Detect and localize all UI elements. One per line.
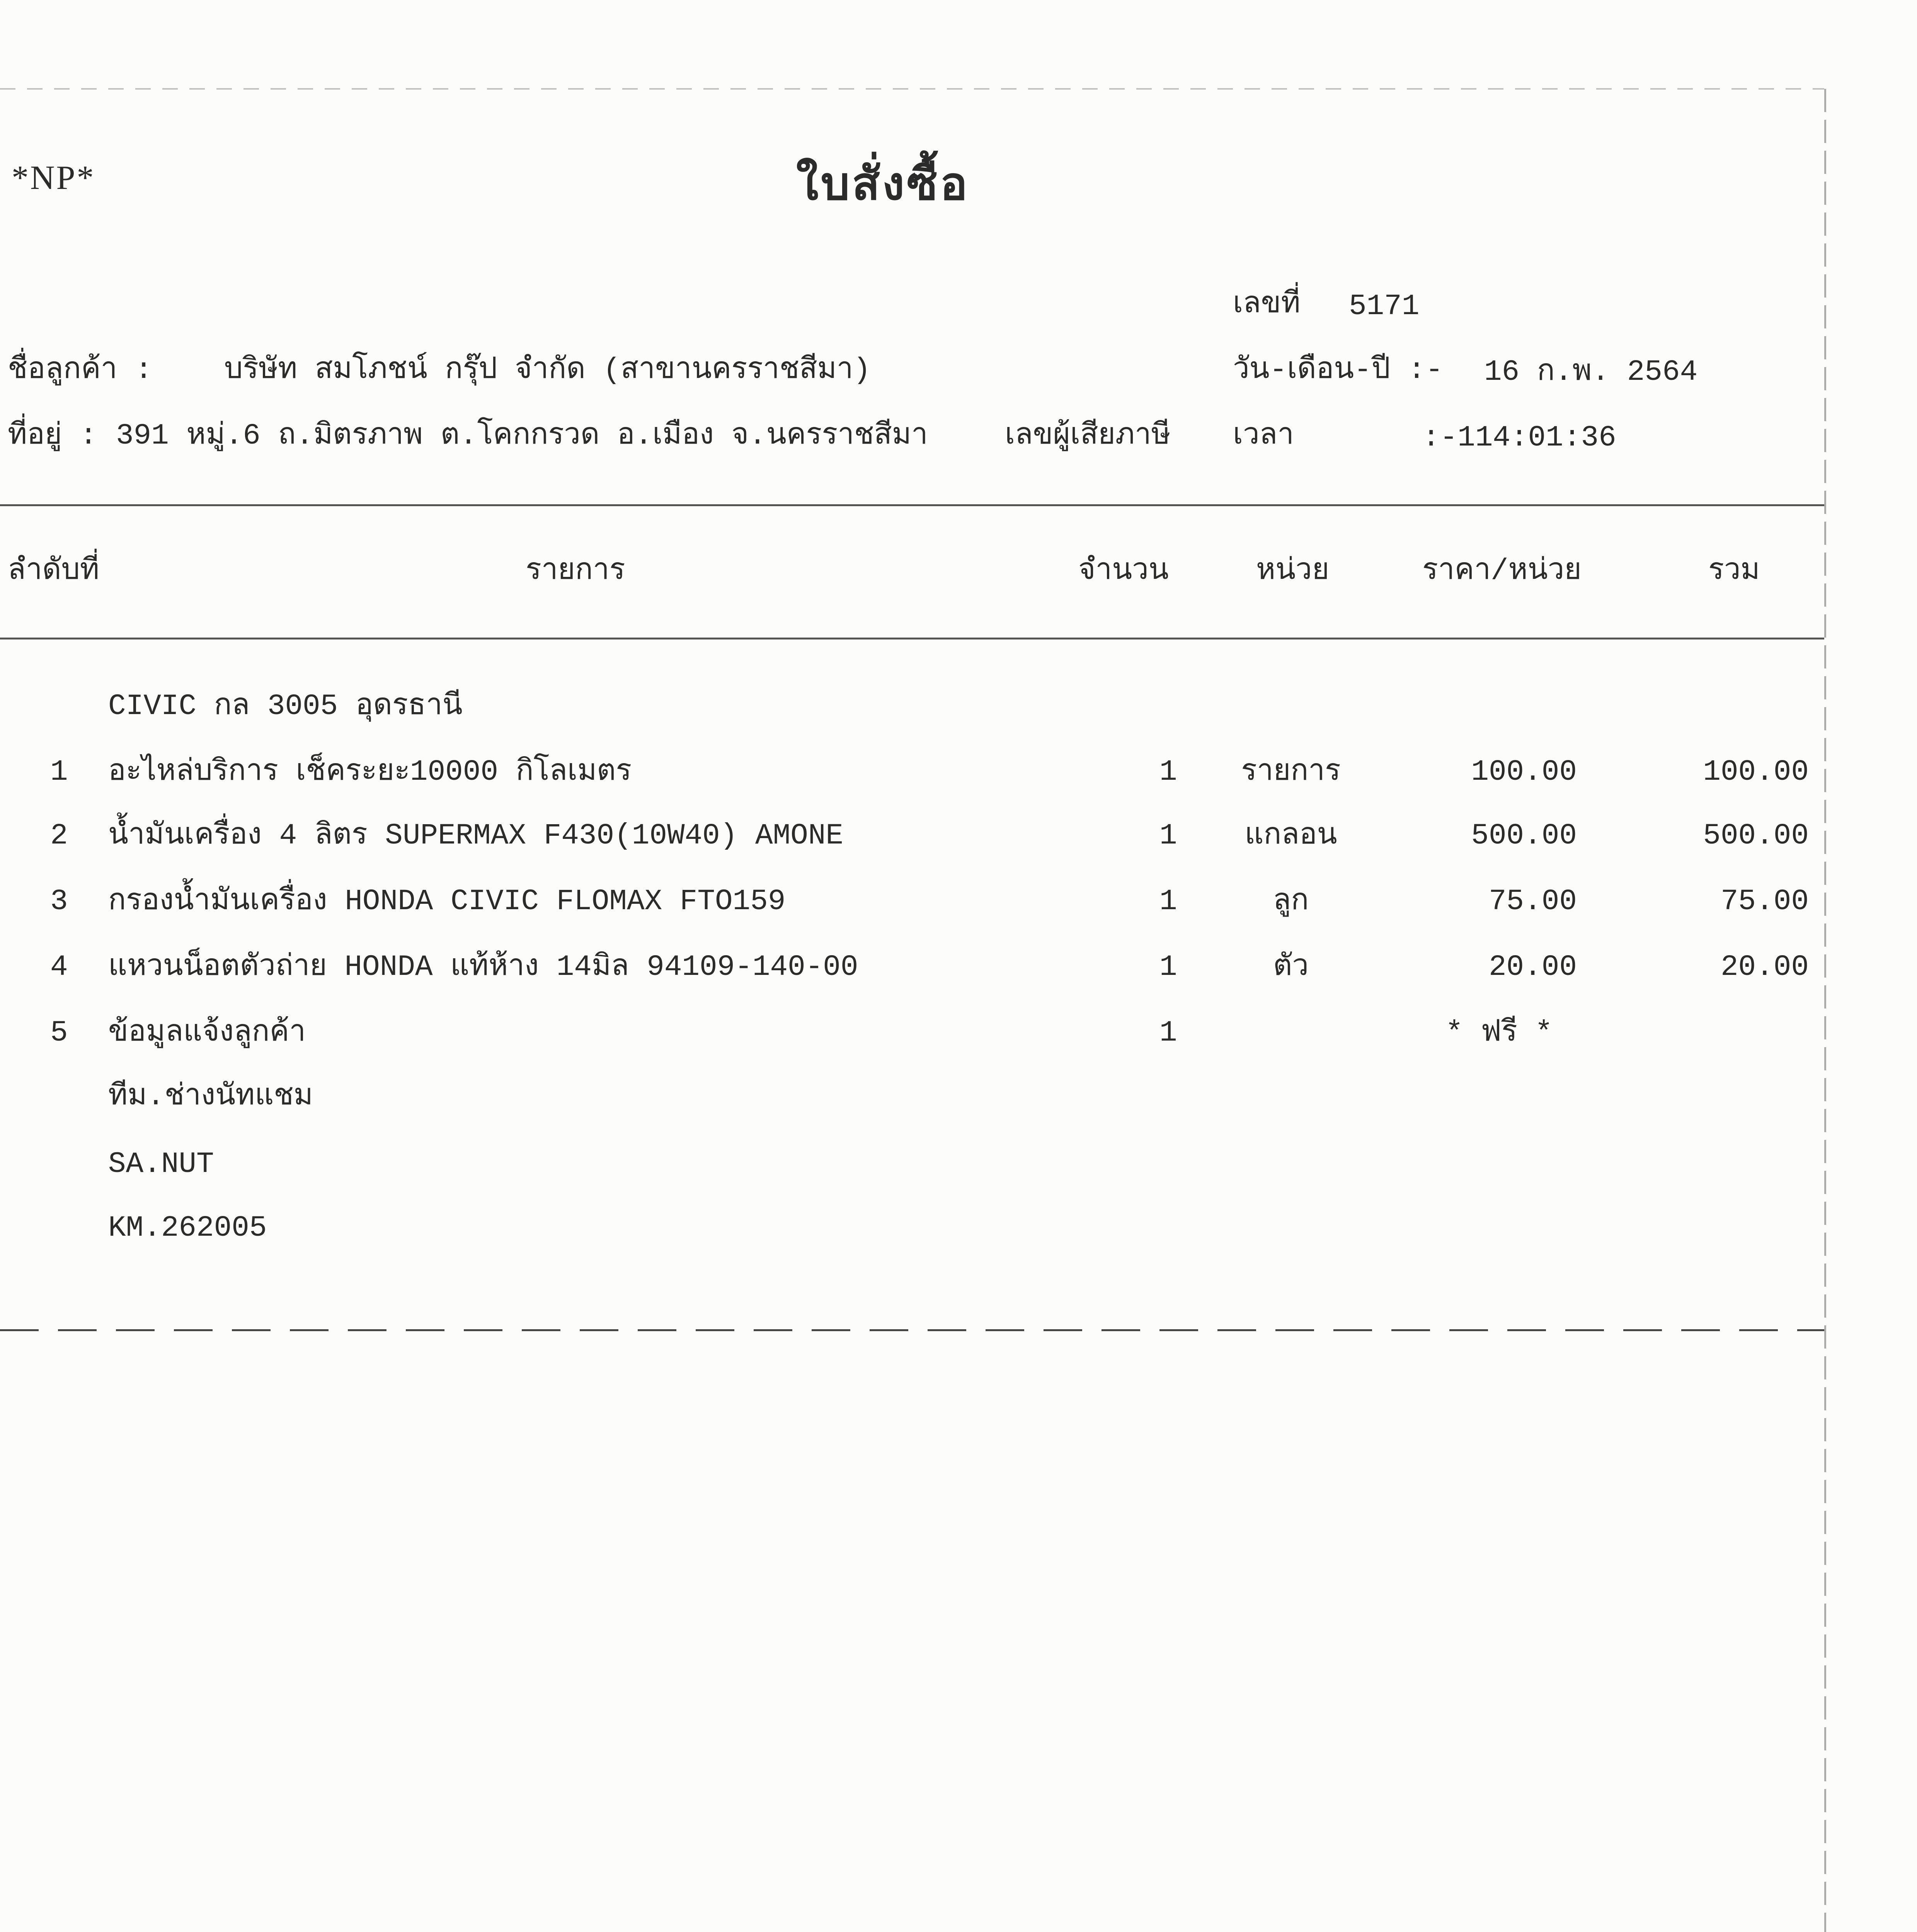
row-total: 20.00 <box>1720 951 1809 984</box>
time-value: :-114:01:36 <box>1422 421 1616 454</box>
row-total: 500.00 <box>1703 819 1809 852</box>
address-label: ที่อยู่ : <box>8 419 97 452</box>
row-unit: แกลอน <box>1245 819 1337 852</box>
row-qty: 1 <box>1159 1016 1177 1049</box>
top-border <box>0 88 1824 90</box>
customer-name: บริษัท สมโภชน์ กรุ๊ป จำกัด (สาขานครราชสีมา) <box>224 354 871 387</box>
col-header-unit: หน่วย <box>1256 554 1330 588</box>
row-qty: 1 <box>1159 885 1177 918</box>
col-header-item: รายการ <box>526 554 625 588</box>
row-price-free: * ฟรี * <box>1445 1016 1553 1049</box>
row-item: กรองน้ำมันเครื่อง HONDA CIVIC FLOMAX FTO159 <box>108 885 786 918</box>
address-value: 391 หมู่.6 ถ.มิตรภาพ ต.โคกกรวด อ.เมือง จ.นครราชสีมา <box>116 419 928 452</box>
row-no: 1 <box>50 755 68 789</box>
items-end-divider <box>0 1329 1824 1331</box>
note-line: ทีม.ช่างนัทแชม <box>108 1080 313 1113</box>
row-qty: 1 <box>1159 755 1177 789</box>
date-label: วัน-เดือน-ปี :- <box>1233 354 1443 387</box>
row-price: 75.00 <box>1488 885 1577 918</box>
row-no: 4 <box>50 951 68 984</box>
row-no: 5 <box>50 1016 68 1049</box>
col-header-price: ราคา/หน่วย <box>1422 554 1582 588</box>
row-item: แหวนน็อตตัวถ่าย HONDA แท้ห้าง 14มิล 94109-140-00 <box>108 951 858 984</box>
page-title: ใบสั่งซื้อ <box>796 159 970 209</box>
row-total: 100.00 <box>1703 755 1809 789</box>
doc-no: 5171 <box>1349 290 1420 323</box>
row-no: 2 <box>50 819 68 852</box>
note-line: SA.NUT <box>108 1148 214 1181</box>
row-qty: 1 <box>1159 951 1177 984</box>
row-item: น้ำมันเครื่อง 4 ลิตร SUPERMAX F430(10W40) AMONE <box>108 819 844 852</box>
row-price: 500.00 <box>1471 819 1577 852</box>
table-header-divider <box>0 638 1824 639</box>
time-label: เวลา <box>1233 419 1294 452</box>
row-item: อะไหล่บริการ เช็คระยะ10000 กิโลเมตร <box>108 755 632 789</box>
right-border <box>1824 89 1826 1932</box>
note-line: KM.262005 <box>108 1211 267 1245</box>
row-price: 100.00 <box>1471 755 1577 789</box>
tax-id-label: เลขผู้เสียภาษี <box>1005 419 1171 452</box>
row-unit: รายการ <box>1241 755 1341 789</box>
row-unit: ตัว <box>1273 951 1309 984</box>
row-qty: 1 <box>1159 819 1177 852</box>
row-item: ข้อมูลแจ้งลูกค้า <box>108 1016 306 1049</box>
col-header-total: รวม <box>1708 554 1760 588</box>
header-divider <box>0 504 1824 506</box>
col-header-no: ลำดับที่ <box>8 554 99 588</box>
date-value: 16 ก.พ. 2564 <box>1484 355 1698 389</box>
col-header-qty: จำนวน <box>1078 554 1169 588</box>
customer-label: ชื่อลูกค้า : <box>8 354 153 387</box>
row-no: 3 <box>50 885 68 918</box>
vehicle-info: CIVIC กล 3005 อุดรธานี <box>108 690 463 723</box>
row-price: 20.00 <box>1488 951 1577 984</box>
row-unit: ลูก <box>1273 885 1309 918</box>
row-total: 75.00 <box>1720 885 1809 918</box>
doc-code: *NP* <box>12 159 95 197</box>
doc-no-label: เลขที่ <box>1233 288 1301 321</box>
